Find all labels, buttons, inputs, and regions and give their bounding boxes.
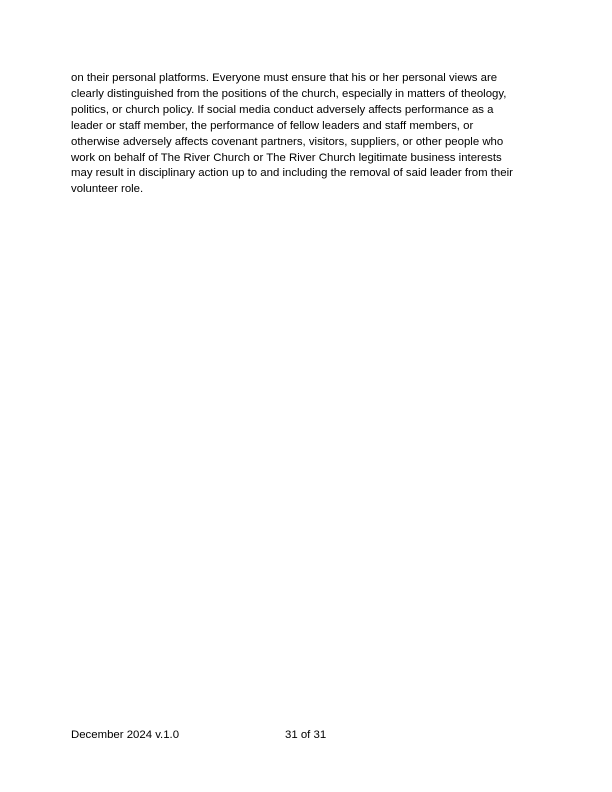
paragraph-line: clearly distinguished from the positions of the church, especially in matters of theology, <box>71 87 507 100</box>
paragraph-line: volunteer role. <box>71 183 144 196</box>
paragraph-line: leader or staff member, the performance of fellow leaders and staff members, or <box>71 119 474 132</box>
footer-page-number: 31 of 31 <box>285 729 327 741</box>
paragraph-line: may result in disciplinary action up to and including the removal of said leader from their <box>71 167 513 180</box>
paragraph-line: otherwise adversely affects covenant partners, visitors, suppliers, or other people who <box>71 135 504 148</box>
footer-version: December 2024 v.1.0 <box>71 729 180 741</box>
paragraph-line: work on behalf of The River Church or The River Church legitimate business interests <box>71 151 502 164</box>
page-footer <box>0 728 612 744</box>
body-paragraph <box>71 71 547 198</box>
paragraph-line: on their personal platforms. Everyone must ensure that his or her personal views are <box>71 72 498 84</box>
paragraph-line: politics, or church policy. If social media conduct adversely affects performance as a <box>71 103 494 116</box>
